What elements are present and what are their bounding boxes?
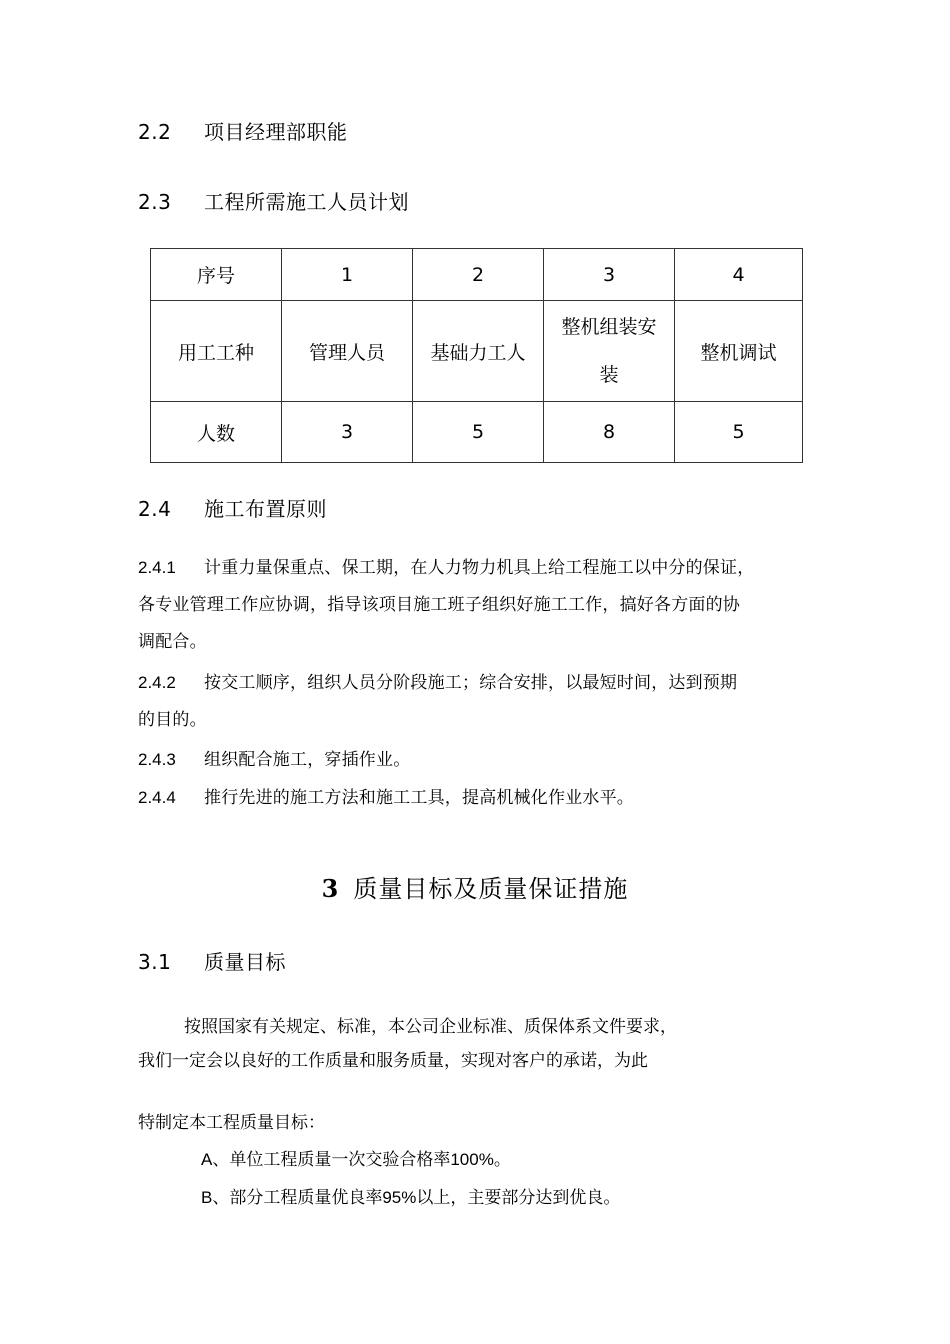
principle-2-4-1: [138, 549, 754, 661]
quality-intro-line-3: 特制定本工程质量目标：: [138, 1113, 325, 1133]
goal-text: 、单位工程质量一次交验合格率: [212, 1150, 451, 1170]
heading-number: 2.3: [138, 190, 172, 214]
table-row: [151, 249, 803, 301]
heading-2-4: [138, 493, 327, 522]
table-cell: 3: [544, 249, 675, 301]
principle-2-4-2: [138, 664, 737, 739]
table-cell: 1: [282, 249, 413, 301]
goal-value: 100%: [450, 1150, 494, 1169]
principle-line: 调配合。: [138, 632, 207, 652]
heading-title: 质量目标: [204, 950, 286, 974]
table-cell: 5: [413, 402, 544, 463]
table-cell-line: 整机组装安: [561, 316, 657, 338]
principle-line: 的目的。: [138, 710, 207, 730]
heading-3-1: [138, 946, 286, 975]
principle-line: 各专业管理工作应协调，指导该项目施工班子组织好施工工作，搞好各方面的协: [138, 595, 740, 615]
heading-title: 项目经理部职能: [204, 120, 348, 144]
heading-number: 3.1: [138, 950, 172, 974]
chapter-3-heading: [0, 869, 950, 904]
goal-letter: A: [201, 1150, 213, 1169]
principle-line: 组织配合施工，穿插作业。: [204, 750, 411, 770]
table-cell: 整机调试: [675, 301, 803, 402]
quality-intro-line-1: 按照国家有关规定、标准，本公司企业标准、质保体系文件要求，: [184, 1017, 677, 1037]
principle-number: 2.4.2: [138, 673, 176, 692]
principle-2-4-4: [138, 779, 634, 817]
table-row: [151, 402, 803, 463]
goal-text: 。: [493, 1150, 511, 1170]
quality-intro-line-2: 我们一定会以良好的工作质量和服务质量，实现对客户的承诺，为此: [138, 1051, 648, 1071]
principle-2-4-3: [138, 741, 410, 779]
staff-plan-table: [150, 248, 803, 463]
table-cell: 4: [675, 249, 803, 301]
table-cell: 管理人员: [282, 301, 413, 402]
goal-text: 、部分工程质量优良率: [212, 1188, 383, 1208]
table-cell-line: 装: [599, 364, 619, 386]
heading-number: 2.4: [138, 497, 172, 521]
principle-number: 2.4.1: [138, 558, 176, 577]
table-cell: 3: [282, 402, 413, 463]
chapter-title: 质量目标及质量保证措施: [353, 875, 629, 903]
chapter-number: 3: [321, 874, 340, 903]
principle-line: 计重力量保重点、保工期，在人力物力机具上给工程施工以中分的保证，: [204, 558, 755, 578]
table-cell: [544, 301, 675, 402]
heading-title: 工程所需施工人员计划: [204, 190, 409, 214]
goal-value: 95%: [382, 1188, 417, 1207]
quality-goal-b: [201, 1179, 620, 1217]
heading-2-3: [138, 186, 409, 215]
quality-goal-a: [201, 1141, 511, 1179]
table-cell: 人数: [151, 402, 282, 463]
table-cell: 5: [675, 402, 803, 463]
principle-number: 2.4.4: [138, 788, 176, 807]
heading-2-2: [138, 116, 348, 145]
heading-title: 施工布置原则: [204, 497, 327, 521]
principle-number: 2.4.3: [138, 750, 176, 769]
table-row: [151, 301, 803, 402]
heading-number: 2.2: [138, 120, 172, 144]
principle-line: 按交工顺序，组织人员分阶段施工；综合安排，以最短时间，达到预期: [204, 673, 738, 693]
goal-text: 以上，主要部分达到优良。: [416, 1188, 621, 1208]
table-cell: 2: [413, 249, 544, 301]
principle-line: 推行先进的施工方法和施工工具，提高机械化作业水平。: [204, 788, 634, 808]
table-cell: 8: [544, 402, 675, 463]
table-cell: 序号: [151, 249, 282, 301]
goal-letter: B: [201, 1188, 213, 1207]
table-cell: 基础力工人: [413, 301, 544, 402]
table-cell: 用工工种: [151, 301, 282, 402]
